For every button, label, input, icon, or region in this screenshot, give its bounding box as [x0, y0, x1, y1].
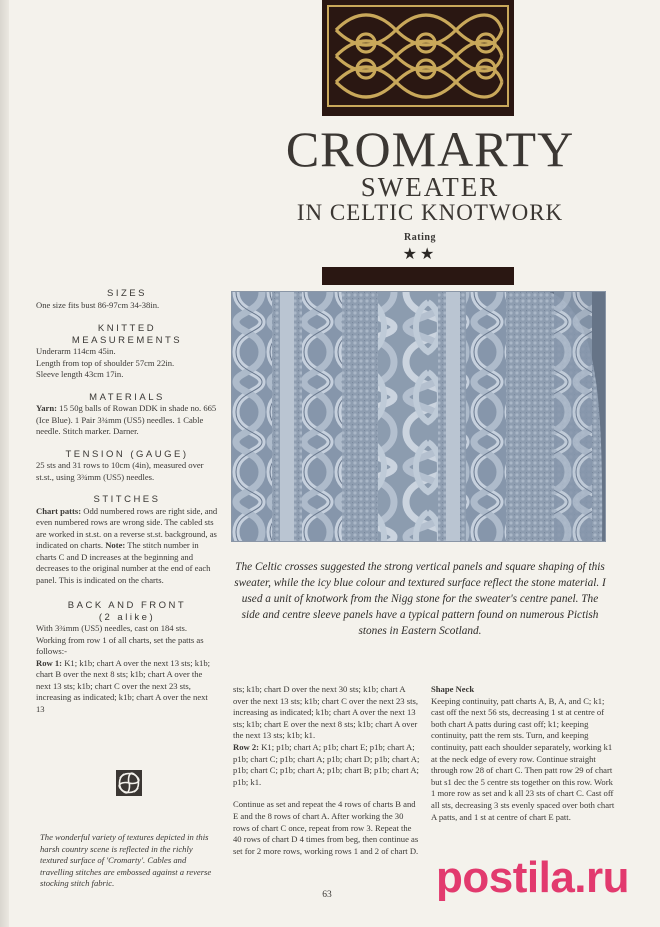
celtic-knot-icon: [322, 0, 514, 112]
materials-body: 15 50g balls of Rowan DDK in shade no. 665 (Ice Blue). 1 Pair 3¾mm (US5) needles. 1 Cable needle. Stitch marker. Darner.: [36, 403, 217, 436]
materials-label: Yarn:: [36, 403, 58, 413]
celtic-knot-header-band: [322, 0, 514, 112]
shape-neck-text: Keeping continuity, patt charts A, B, A, and C; k1; cast off the next 56 sts, decreasing 1 st at centre of both chart A patts during cast off; k1; keeping continuity, patt the rem sts. Turn, and keeping continuity, patt each shoulder separately, working k1 at the neck edge of every row. Continue straight through row 28 of chart C. Then patt row 29 of chart but s1 dec the 5 centre sts together on this row. Work 1 more row as set and k all 23 sts of chart C. Cast off all sts, decreasing 3 sts evenly spaced over both chart A patts, and 1 st at centre of chart E patt.: [431, 695, 615, 822]
note-label: Note:: [105, 540, 126, 550]
photo-top-strip: [322, 267, 514, 285]
page-title: CROMARTY: [285, 121, 575, 177]
measurement-underarm: Underarm 114cm 45in.: [36, 346, 116, 356]
sizes-text: One size fits bust 86-97cm 34-38in.: [36, 299, 160, 310]
header-rule: [322, 112, 514, 116]
measurements-heading-2: MEASUREMENTS: [71, 334, 183, 346]
back-front-heading: BACK AND FRONT: [67, 600, 187, 611]
page-subtitle-2: IN CELTIC KNOTWORK: [296, 200, 564, 225]
stitches-text: [36, 506, 218, 587]
page-number: 63: [322, 890, 332, 900]
chart-patts-label: Chart patts:: [36, 505, 82, 516]
middle-column: [233, 684, 421, 857]
sizes-heading: SIZES: [107, 288, 147, 299]
rating-stars: ★★: [402, 246, 438, 263]
measurement-length: Length from top of shoulder 57cm 22in.: [36, 357, 175, 368]
page-subtitle-1: SWEATER: [360, 172, 500, 202]
rating-label: Rating: [404, 232, 436, 243]
row2-body: K1; p1b; chart A; p1b; chart E; p1b; chart A; p1b; chart C; p1b; chart A; p1b; chart D; p1b; chart A; p1b; chart C; p1b; chart A; p1b; chart B; p1b; chart A; p1b; k1.: [233, 741, 420, 787]
row1-label: Row 1:: [36, 657, 63, 668]
left-caption: The wonderful variety of textures depicted in this harsh country scene is reflected in the richly textured surface of 'Cromarty'. Cables and travelling stitches are embossed against a reverse stocking stitch fabric.: [40, 832, 212, 889]
row1-text: [36, 658, 218, 716]
middle-para-2: Continue as set and repeat the 4 rows of charts B and E and the 8 rows of chart A. After working the 30 rows of chart C once, repeat from row 3. Repeat the 40 rows of chart D 4 times from beg, then continue as set for 2 more rows, working rows 1 and 2 of chart D.: [233, 799, 419, 856]
stitches-body-1: Odd numbered rows are right side, and even numbered rows are wrong side. The cabled sts are worked in st.st. on a reverse st.st. background, as indicated on charts.: [36, 505, 218, 550]
specs-column: [36, 288, 218, 715]
middle-para-1: sts; k1b; chart D over the next 30 sts; k1b; chart A over the next 13 sts; k1b; chart C over the next 23 sts, increasing as indicated; k1b; chart A over the next 13 sts; k1b; chart E over the next 8 sts; k1b; chart A over the next 13 sts; k1b; k1.: [233, 684, 418, 741]
row1-body: K1; k1b; chart A over the next 13 sts; k1b; chart B over the next 8 sts; k1b; chart A over the next 13 sts; k1b; chart C over the next 23 sts, increasing as indicated; k1b; chart A over the next 13: [36, 657, 211, 714]
tension-text: 25 sts and 31 rows to 10cm (4in), measured over st.st., using 3¾mm (US5) needles.: [36, 460, 204, 482]
watermark-logo: postila.ru: [436, 853, 630, 902]
stitches-body-2: The stitch number in charts C and D increases at the beginning and decreases to the original number at the end of each panel. This is indicated on the charts.: [36, 540, 211, 585]
row2-text: [233, 742, 421, 788]
right-column: [431, 684, 619, 823]
tension-heading: TENSION (GAUGE): [65, 448, 189, 460]
stitches-heading: STITCHES: [93, 494, 161, 505]
measurement-sleeve: Sleeve length 43cm 17in.: [36, 369, 124, 379]
cable-knit-icon: [232, 292, 606, 542]
row2-label: Row 2:: [233, 741, 260, 752]
measurements-heading-1: KNITTED: [97, 323, 157, 334]
back-front-subheading: (2 alike): [98, 611, 156, 623]
photo-caption: The Celtic crosses suggested the strong vertical panels and square shaping of this sweater, while the icy blue colour and textured surface reflect the stone material. I used a unit of knotwork from the Nigg stone for the sweater's centre panel. The side and centre sleeve panels have a typical pattern found on numerous Pictish stones in Eastern Scotland.: [234, 561, 606, 637]
book-spine: [0, 0, 9, 927]
materials-text: [36, 403, 218, 438]
sweater-photo: [231, 291, 606, 542]
back-front-intro: With 3¾mm (US5) needles, cast on 184 sts. Working from row 1 of all charts, set the patts as follows:-: [36, 623, 204, 656]
materials-heading: MATERIALS: [89, 391, 165, 403]
shape-neck-heading: Shape Neck: [431, 684, 475, 694]
celtic-knot-ornament-icon: [116, 770, 142, 796]
